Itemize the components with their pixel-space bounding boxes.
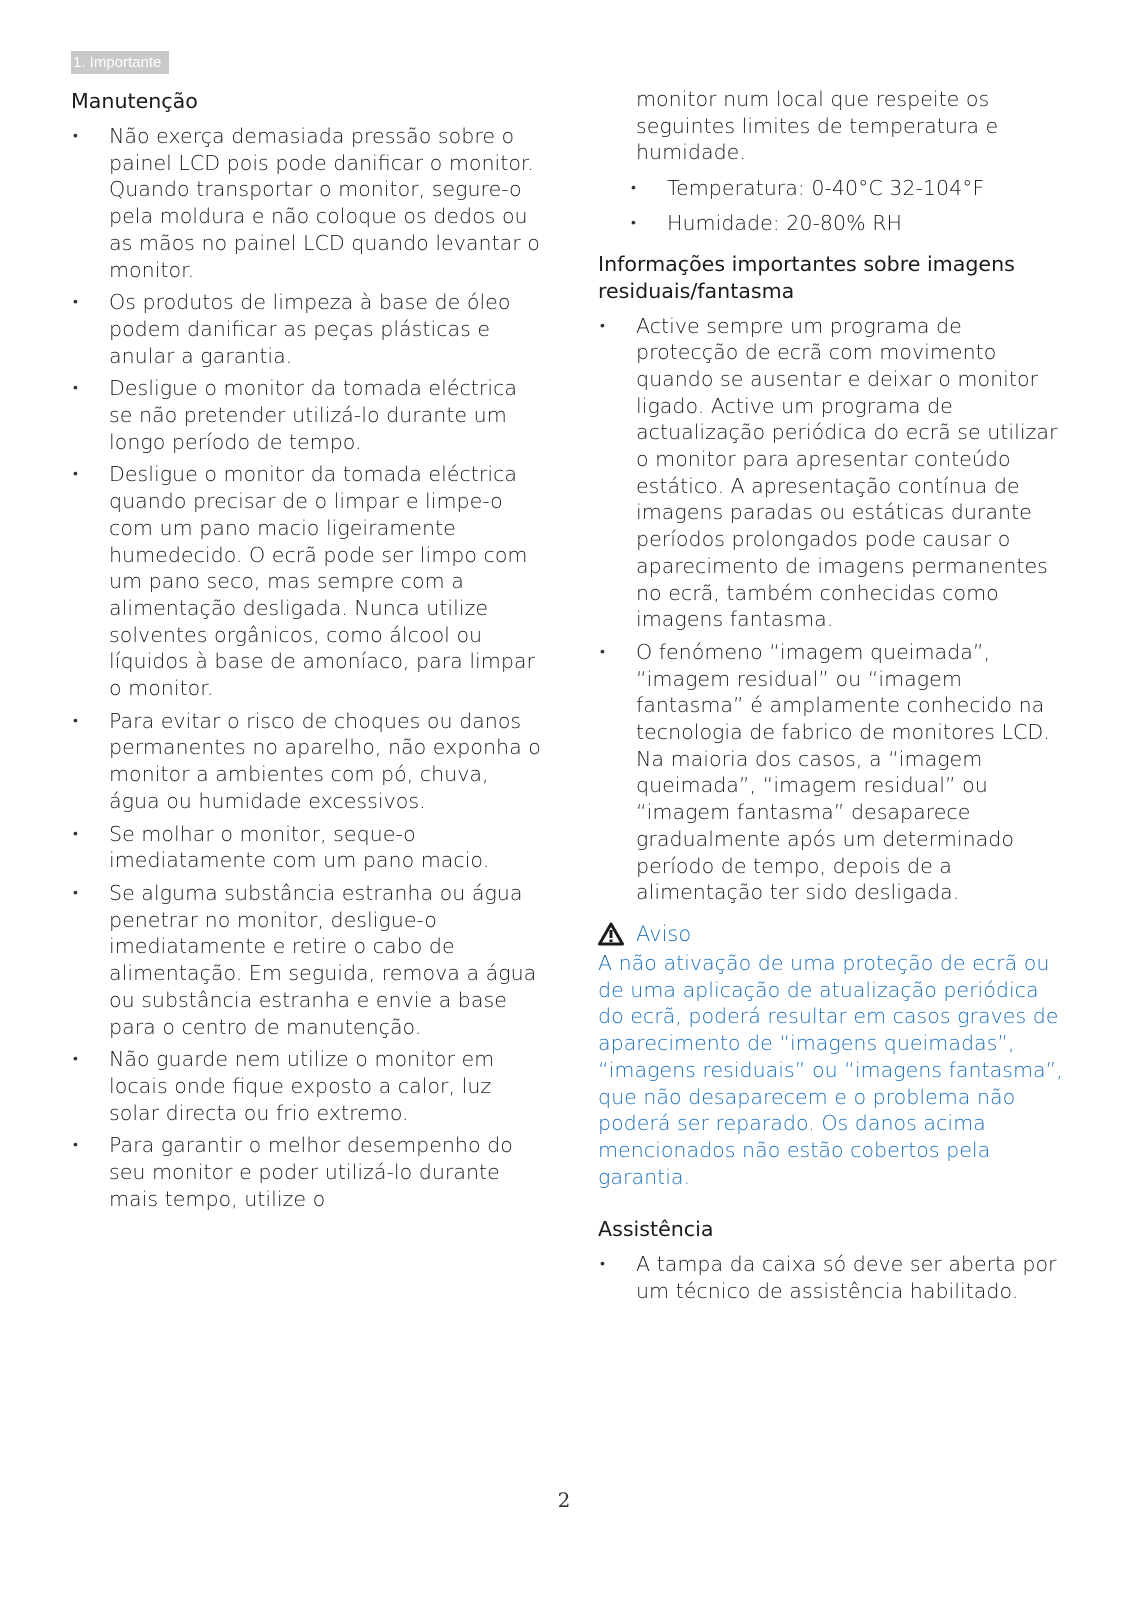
warning-triangle-icon [598,922,624,946]
limits-list [598,175,1068,236]
bullet-icon: • [73,1051,78,1068]
bullet-icon: • [73,712,78,729]
warning-label: Aviso [636,921,692,946]
bullet-icon: • [600,317,605,334]
residual-list [598,313,1068,906]
list-item: • Se molhar o monitor, seque-o imediatamente com um pano macio. [73,821,490,873]
list-item: • A tampa da caixa só deve ser aberta por um técnico de assistência habilitado. [600,1252,1057,1304]
list-item: • O fenómeno “imagem queimada”, “imagem residual” ou “imagem fantasma” é amplamente conhecido na tecnologia de fabrico de monitores LCD. Na maioria dos casos, a “imagem queimada”, “imagem residual” ou “imagem fantasma” desaparece gradualmente após um determinado período de tempo, depois de a alimentação ter sido desligada. [600,639,1050,905]
list-item: • Os produtos de limpeza à base de óleo podem danificar as peças plásticas e anular a garantia. [73,290,511,368]
list-item: • Para evitar o risco de choques ou danos permanentes no aparelho, não exponha o monitor a ambientes com pó, chuva, água ou humidade excessivos. [73,708,541,813]
bullet-icon: • [600,1256,605,1273]
list-item: • Se alguma substância estranha ou água penetrar no monitor, desligue-o imediatamente e retire o cabo de alimentação. Em seguida, remova a água ou substância estranha e envie a base para o centro de manutenção. [73,880,537,1039]
storage-intro: monitor num local que respeite os seguintes limites de temperatura e humidade. [636,87,999,165]
page-number: 2 [557,1488,571,1512]
bullet-icon: • [73,1137,78,1154]
bullet-icon: • [73,128,78,144]
maintenance-list [71,123,541,1212]
bullet-icon: • [73,380,78,397]
bullet-icon: • [73,884,78,901]
warning-text: A não ativação de uma proteção de ecrã ou de uma aplicação de atualização periódica do ecrã, poderá resultar em casos graves de aparecimento de “imagens queimadas”, “imagens residuais” ou “imagens fantasma”, que não desaparecem e o problema não poderá ser reparado. Os danos acima mencionados não estão cobertos pela garantia. [598,950,1063,1189]
heading-residual-images: Informações importantes sobre imagens residuais/fantasma [598,251,1015,303]
list-item: • Humidade: 20-80% RH [631,210,902,235]
bullet-icon: • [600,643,605,660]
assistance-list [598,1251,1068,1304]
bullet-icon: • [631,180,636,197]
section-tag: 1. Importante [71,51,169,74]
heading-assistance: Assistência [598,1217,714,1242]
right-column [598,86,1068,1311]
warning-header [598,919,1068,949]
bullet-icon: • [73,825,78,842]
left-column [71,88,541,1218]
list-item: • Para garantir o melhor desempenho do seu monitor e poder utilizá-lo durante mais tempo, utilize o [73,1133,513,1211]
bullet-icon: • [73,294,78,311]
list-item: • Não guarde nem utilize o monitor em locais onde fique exposto a calor, luz solar directa ou frio extremo. [73,1047,495,1125]
list-item: • Active sempre um programa de protecção de ecrã com movimento quando se ausentar e deixar o monitor ligado. Active um programa de actualização periódica do ecrã se utilizar o monitor para apresentar conteúdo estático. A apresentação contínua de imagens paradas ou estáticas durante períodos prolongados pode causar o aparecimento de imagens permanentes no ecrã, também conhecidas como imagens fantasma. [600,313,1058,632]
list-item: • Não exerça demasiada pressão sobre o painel LCD pois pode danificar o monitor. Quando transportar o monitor, segure-o pela moldura e não coloque os dedos ou as mãos no painel LCD quando levantar o monitor. [73,124,540,282]
list-item: • Desligue o monitor da tomada eléctrica se não pretender utilizá-lo durante um longo período de tempo. [73,376,518,454]
list-item: • Desligue o monitor da tomada eléctrica quando precisar de o limpar e limpe-o com um pano macio ligeiramente humedecido. O ecrã pode ser limpo com um pano seco, mas sempre com a alimentação desligada. Nunca utilize solventes orgânicos, como álcool ou líquidos à base de amoníaco, para limpar o monitor. [73,462,536,701]
list-item: • Temperatura: 0-40°C 32-104°F [631,176,985,201]
bullet-icon: • [73,466,78,483]
bullet-icon: • [631,214,636,231]
warning-box [598,919,1068,1190]
heading-maintenance: Manutenção [71,89,198,113]
